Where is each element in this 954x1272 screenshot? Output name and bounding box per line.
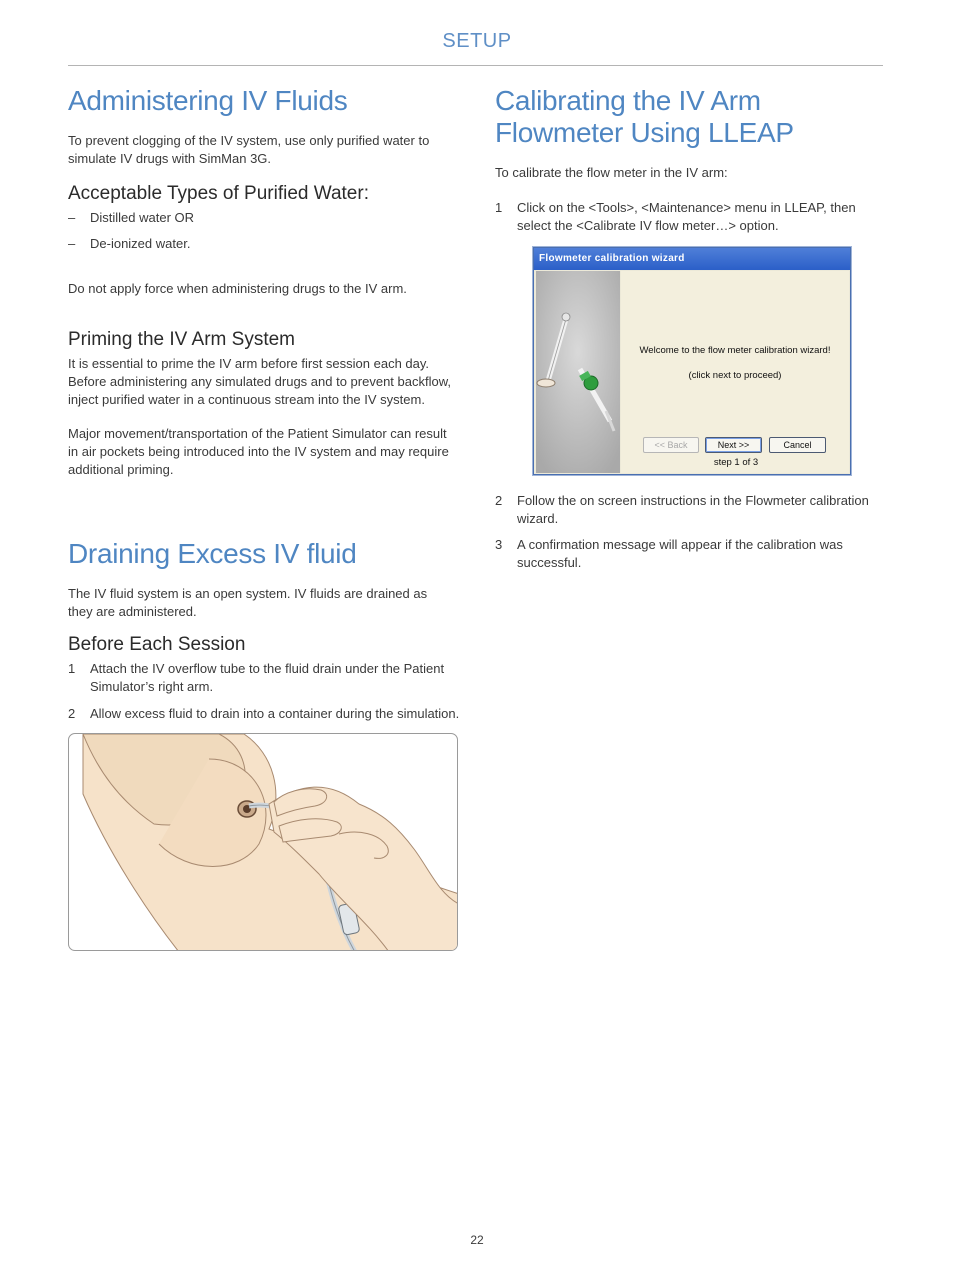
draining-title: Draining Excess IV fluid [68, 538, 357, 569]
list-item: – Distilled water OR [68, 210, 195, 225]
list-item: 2 Follow the on screen instructions in the Flowmeter calibration wizard. [495, 493, 869, 526]
list-item: 1 Attach the IV overflow tube to the fluid drain under the Patient Simulator’s right arm. [68, 661, 445, 694]
wizard-title-bar: Flowmeter calibration wizard [534, 248, 850, 270]
iv-fluids-intro: To prevent clogging of the IV system, use only purified water to simulate IV drugs with SimMan 3G. [68, 133, 430, 166]
section-header-title: SETUP [442, 30, 512, 52]
wizard-side-image [536, 271, 620, 473]
flowmeter-wizard-window [533, 247, 851, 475]
priming-paragraph-2: Major movement/transportation of the Patient Simulator can result in air pockets being introduced into the IV system and may require additional priming. [68, 426, 449, 477]
header-rule [68, 65, 883, 66]
wizard-back-button[interactable]: << Back [643, 437, 699, 453]
calibration-intro: To calibrate the flow meter in the IV arm: [495, 165, 728, 180]
list-item: 3 A confirmation message will appear if the calibration was successful. [495, 537, 843, 570]
wizard-content-pane [621, 271, 849, 473]
before-session-heading: Before Each Session [68, 634, 246, 655]
wizard-hint-text: (click next to proceed) [688, 370, 782, 381]
wizard-step-indicator: step 1 of 3 [713, 457, 759, 468]
water-types-heading: Acceptable Types of Purified Water: [68, 183, 369, 204]
priming-heading: Priming the IV Arm System [68, 329, 296, 350]
page-number: 22 [470, 1233, 484, 1247]
wizard-next-button[interactable]: Next >> [705, 437, 762, 453]
force-caution: Do not apply force when administering drugs to the IV arm. [68, 281, 407, 296]
iv-drain-illustration [68, 733, 458, 951]
wizard-welcome-text: Welcome to the flow meter calibration wizard! [639, 345, 831, 356]
list-item: – De-ionized water. [68, 236, 191, 251]
list-item: 1 Click on the <Tools>, <Maintenance> menu in LLEAP, then select the <Calibrate IV flow meter…> option. [495, 200, 856, 233]
list-item: 2 Allow excess fluid to drain into a container during the simulation. [68, 706, 460, 721]
wizard-cancel-button[interactable]: Cancel [769, 437, 826, 453]
iv-fluids-title: Administering IV Fluids [68, 85, 348, 116]
iv-syringe-photo [536, 271, 620, 473]
calibration-title: Calibrating the IV Arm Flowmeter Using LLEAP [495, 85, 794, 148]
priming-paragraph-1: It is essential to prime the IV arm before first session each day. Before administering any simulated drugs and to prevent backflow, inject purified water in a continuous stream into the IV system. [68, 356, 451, 407]
draining-intro: The IV fluid system is an open system. IV fluids are drained as they are administered. [68, 586, 428, 619]
arm-hand-tube-drawing [69, 734, 458, 951]
